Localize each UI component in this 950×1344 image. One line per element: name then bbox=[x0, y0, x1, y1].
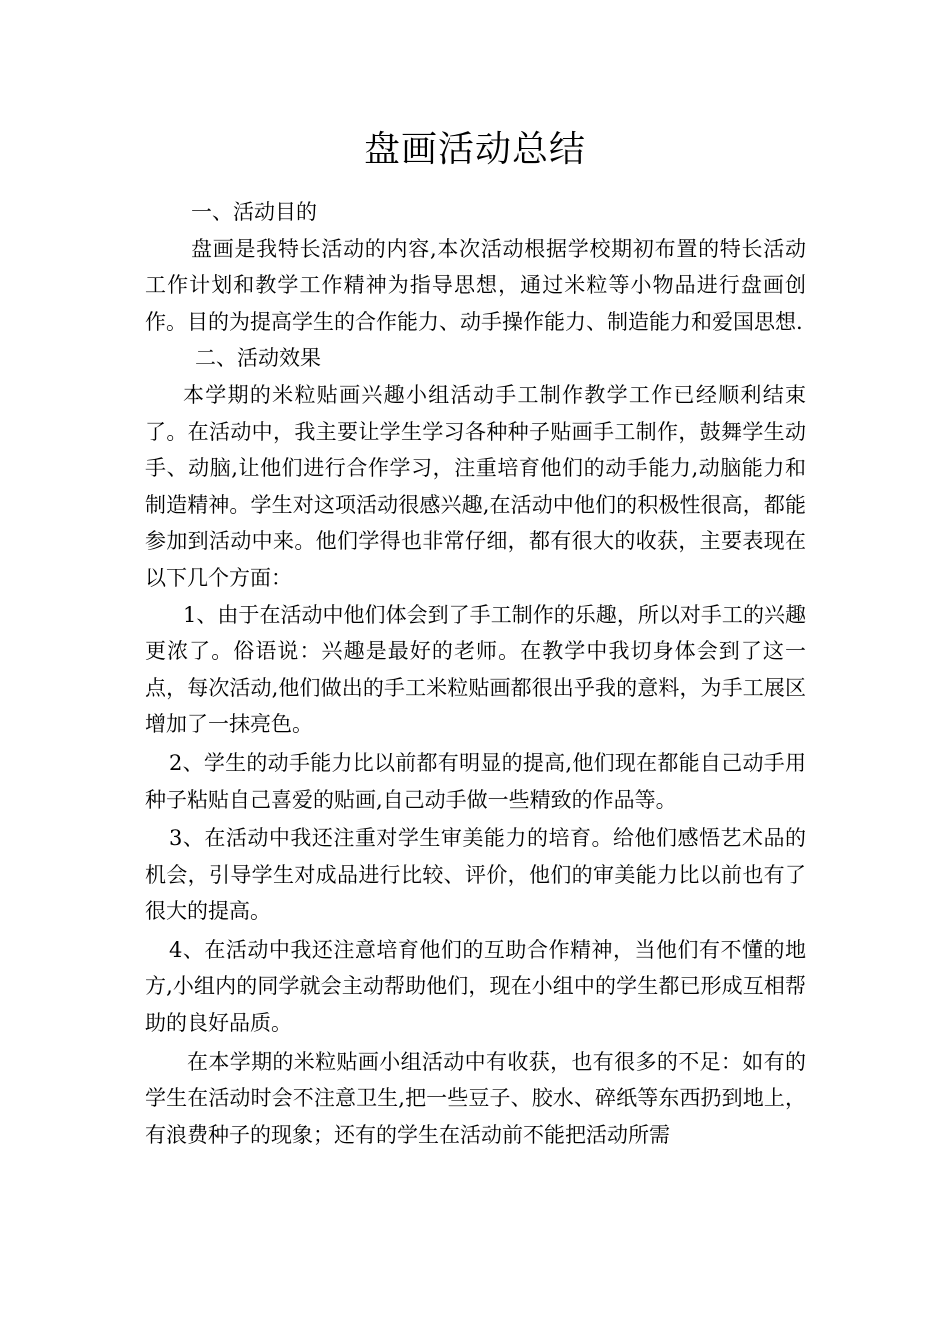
section-heading-purpose: 一、活动目的 bbox=[191, 200, 317, 224]
document-body bbox=[145, 194, 806, 1153]
document-title: 盘画活动总结 bbox=[363, 129, 586, 170]
paragraph-point-3: 3、在活动中我还注重对学生审美能力的培育。给他们感悟艺术品的机会，引导学生对成品进行比较、评价，他们的审美能力比以前也有了很大的提高。 bbox=[145, 826, 806, 924]
paragraph-purpose: 盘画是我特长活动的内容,本次活动根据学校期初布置的特长活动工作计划和教学工作精神为指导思想，通过米粒等小物品进行盘画创作。目的为提高学生的合作能力、动手操作能力、制造能力和爱国思想. bbox=[145, 236, 806, 334]
paragraph-effect-intro: 本学期的米粒贴画兴趣小组活动手工制作教学工作已经顺利结束了。在活动中，我主要让学生学习各种种子贴画手工制作，鼓舞学生动手、动脑,让他们进行合作学习，注重培育他们的动手能力,动脑能力和制造精神。学生对这项活动很感兴趣,在活动中他们的积极性很高，都能参加到活动中来。他们学得也非常仔细，都有很大的收获，主要表现在以下几个方面： bbox=[145, 382, 806, 590]
paragraph-point-2: 2、学生的动手能力比以前都有明显的提高,他们现在都能自己动手用种子粘贴自己喜爱的贴画,自己动手做一些精致的作品等。 bbox=[145, 750, 806, 812]
paragraph-point-1: 1、由于在活动中他们体会到了手工制作的乐趣，所以对手工的兴趣更浓了。俗语说：兴趣是最好的老师。在教学中我切身体会到了这一点，每次活动,他们做出的手工米粒贴画都很出乎我的意料，为手工展区增加了一抹亮色。 bbox=[145, 602, 806, 737]
section-heading-effect: 二、活动效果 bbox=[195, 346, 321, 371]
paragraph-point-4: 4、在活动中我还注意培育他们的互助合作精神，当他们有不懂的地方,小组内的同学就会主动帮助他们，现在小组中的学生都已形成互相帮助的良好品质。 bbox=[145, 937, 806, 1036]
paragraph-shortcomings: 在本学期的米粒贴画小组活动中有收获，也有很多的不足：如有的学生在活动时会不注意卫生,把一些豆子、胶水、碎纸等东西扔到地上，有浪费种子的现象；还有的学生在活动前不能把活动所需 bbox=[145, 1049, 806, 1147]
